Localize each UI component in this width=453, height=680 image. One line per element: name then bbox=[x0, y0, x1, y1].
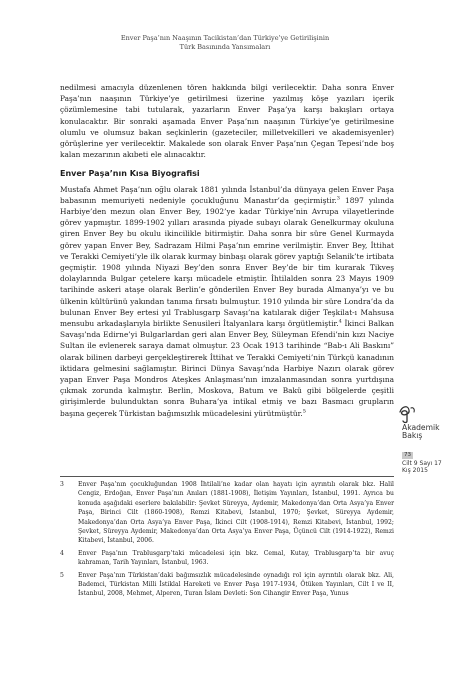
footnote-text: Enver Paşa’nın çocukluğundan 1908 İhtilali’ne kadar olan hayatı için ayrıntılı olarak bkz. Halil Cengiz, Erdoğan, Enver Paşa’nın Anıları (1881-1908), İletişim Yayınları, İstanbul, 1991. Ayrıca bu konuda aşağıdaki eserlere bakılabilir: Şevket Süreyya, Aydemir, Makedonya’dan Orta Asya’ya Enver Paşa, Birinci Cilt (1860-1908), Remzi Kitabevi, İstanbul, 1970; Şevket, Süreyya Aydemir, Makedonya’dan Orta Asya’ya Enver Paşa, İkinci Cilt (1908-1914), Remzi Kitabevi, İstanbul, 1992; Şevket, Süreyya Aydemir, Makedonya’dan Orta Asya’ya Enver Paşa, Üçüncü Cilt (1914-1922), Remzi Kitabevi, İstanbul, 2006. bbox=[78, 481, 394, 545]
issue-season: Kış 2015 bbox=[402, 467, 428, 475]
running-header-line-1: Enver Paşa’nın Naaşının Tacikistan’dan Türkiye’ye Getirilişinin bbox=[120, 34, 330, 42]
footnote-number: 4 bbox=[60, 549, 64, 557]
running-header-line-2: Türk Basınında Yansımaları bbox=[179, 43, 271, 51]
footnote-divider bbox=[60, 476, 394, 477]
paragraph-text: Mustafa Ahmet Paşa’nın oğlu olarak 1881 yılında İstanbul’da dünyaya gelen Enver Paşa babasının memuriyeti nedeniyle çocukluğunu Manastır’da geçirmiştir. bbox=[60, 184, 394, 205]
footnote-ref-4: 4 bbox=[338, 318, 342, 325]
body-paragraph bbox=[60, 184, 394, 419]
footnote-ref-3: 3 bbox=[336, 195, 340, 202]
section-heading: Enver Paşa’nın Kısa Biyografisi bbox=[60, 169, 200, 179]
article-body bbox=[60, 82, 394, 419]
footnote-text: Enver Paşa’nın Trablusgarp’taki mücadelesi için bkz. Cemal, Kutay, Trablusgarp’ta bir avuç kahraman, Tarih Yayınları, İstanbul, 1963. bbox=[78, 549, 394, 567]
footnote bbox=[60, 549, 394, 568]
footnote-text: Enver Paşa’nın Türkistan’daki bağımsızlık mücadelesinde oynadığı rol için ayrıntılı olarak bkz. Ali, Bademci, Türkistan Milli İstiklal Hareketi ve Enver Paşa 1917-1934, Ötüken Yayınları, Cilt I ve II, İstanbul, 2008, Mehmet, Alperen, Turan İslam Devleti: Son Cihangir Enver Paşa, Yunus bbox=[78, 571, 394, 598]
journal-logo-icon bbox=[396, 402, 420, 424]
paragraph-text: 1897 yılında Harbiye’den mezun olan Enver Bey, 1902’ye kadar Türkiye’nin Avrupa vilayetlerinde görev yapmıştır. 1899-1902 yılları arasında piyade subayı olarak Genelkurmay okuluna giren Enver Bey bu okulu ikincilikle bitirmiştir. Daha sonra bir süre Genel Kurmayda görev yapan Enver Bey, Sadrazam Hilmi Paşa’nın emrine verilmiştir. Enver Bey, İttihat ve Terakki Cemiyeti’yle ilk olarak kurmay binbaşı olarak görev yaptığı Selanik’te irtibata geçmiştir. 1908 yılında Niyazi Bey’den sonra Enver Bey’de bir tim kurarak Tikveş dolaylarında Bulgar çetelere karşı mücadele etmiştir. İhtilalden sonra 23 Mayıs 1909 tarihinde askeri ataşe olarak Berlin’e gönderilen Enver Bey burada Almanya’yı ve bu ülkenin kültürünü yakından tanıma fırsatı bulmuştur. 1910 yılında bir süre Londra’da da bulunan Enver Bey ertesi yıl Trablusgarp Savaşı’na katılarak diğer Teşkilat-ı Mahsusa mensubu arkadaşlarıyla birlikte Senusileri İtalyanlara karşı örgütlemiştir. bbox=[60, 195, 395, 329]
footnote bbox=[60, 571, 394, 599]
footnote-number: 5 bbox=[60, 571, 64, 579]
paragraph-text: İkinci Balkan Savaşı’nda Edirne’yi Bulgarlardan geri alan Enver Bey, Süleyman Efendi’nin kızı Naciye Sultan ile evlenerek saraya damat olmuştur. 23 Ocak 1913 tarihinde “Bab-ı Ali Baskını” olarak bilinen darbeyi gerçekleştirerek İttihat ve Terakki Cemiyeti’nin Türkçü kanadının iktidara gelmesini sağlamıştır. Birinci Dünya Savaşı’nda Harbiye Nazırı olarak görev yapan Enver Paşa Mondros Ateşkes Anlaşması’nın imzalanmasından sonra yurtdışına çıkmak zorunda kalmıştır. Berlin, Moskova, Batum ve Bakü gibi bölgelerde çeşitli girişimlerde bulunduktan sonra Buhara’ya intikal etmiş ve bazı Basmacı grupların başına geçerek Türkistan bağımsızlık mücadelesini yürütmüştür. bbox=[60, 319, 394, 418]
footnote bbox=[60, 480, 394, 546]
journal-margin-info bbox=[402, 402, 450, 475]
journal-name-line-1: Akademik bbox=[402, 423, 440, 432]
body-paragraph: nedilmesi amacıyla düzenlenen tören hakkında bilgi verilecektir. Daha sonra Enver Paşa’nın naaşının Türkiye’ye getirilmesi üzerine yazılmış köşe yazıları içerik çözümlemesine tabi tutularak, yazarların Enver Paşa’ya karşı bakışları ortaya konulacaktır. Bir sonraki aşamada Enver Paşa’nın naaşının Türkiye’ye getirilmesine olumlu ve olumsuz bakan seçkinlerin (gazeteciler, milletvekilleri ve akademisyenler) görüşlerine yer verilecektir. Makalede son olarak Enver Paşa’nın Çegan Tepesi’nde boş kalan mezarının akıbeti ele alınacaktır. bbox=[60, 83, 394, 160]
page-number-badge: 73 bbox=[404, 451, 412, 458]
footnote-ref-5: 5 bbox=[302, 408, 306, 415]
running-header bbox=[60, 34, 390, 52]
volume-issue: Cilt 9 Sayı 17 bbox=[402, 459, 442, 467]
journal-name-line-2: Bakış bbox=[402, 431, 423, 441]
footnote-number: 3 bbox=[60, 481, 64, 488]
footnotes bbox=[60, 480, 394, 602]
